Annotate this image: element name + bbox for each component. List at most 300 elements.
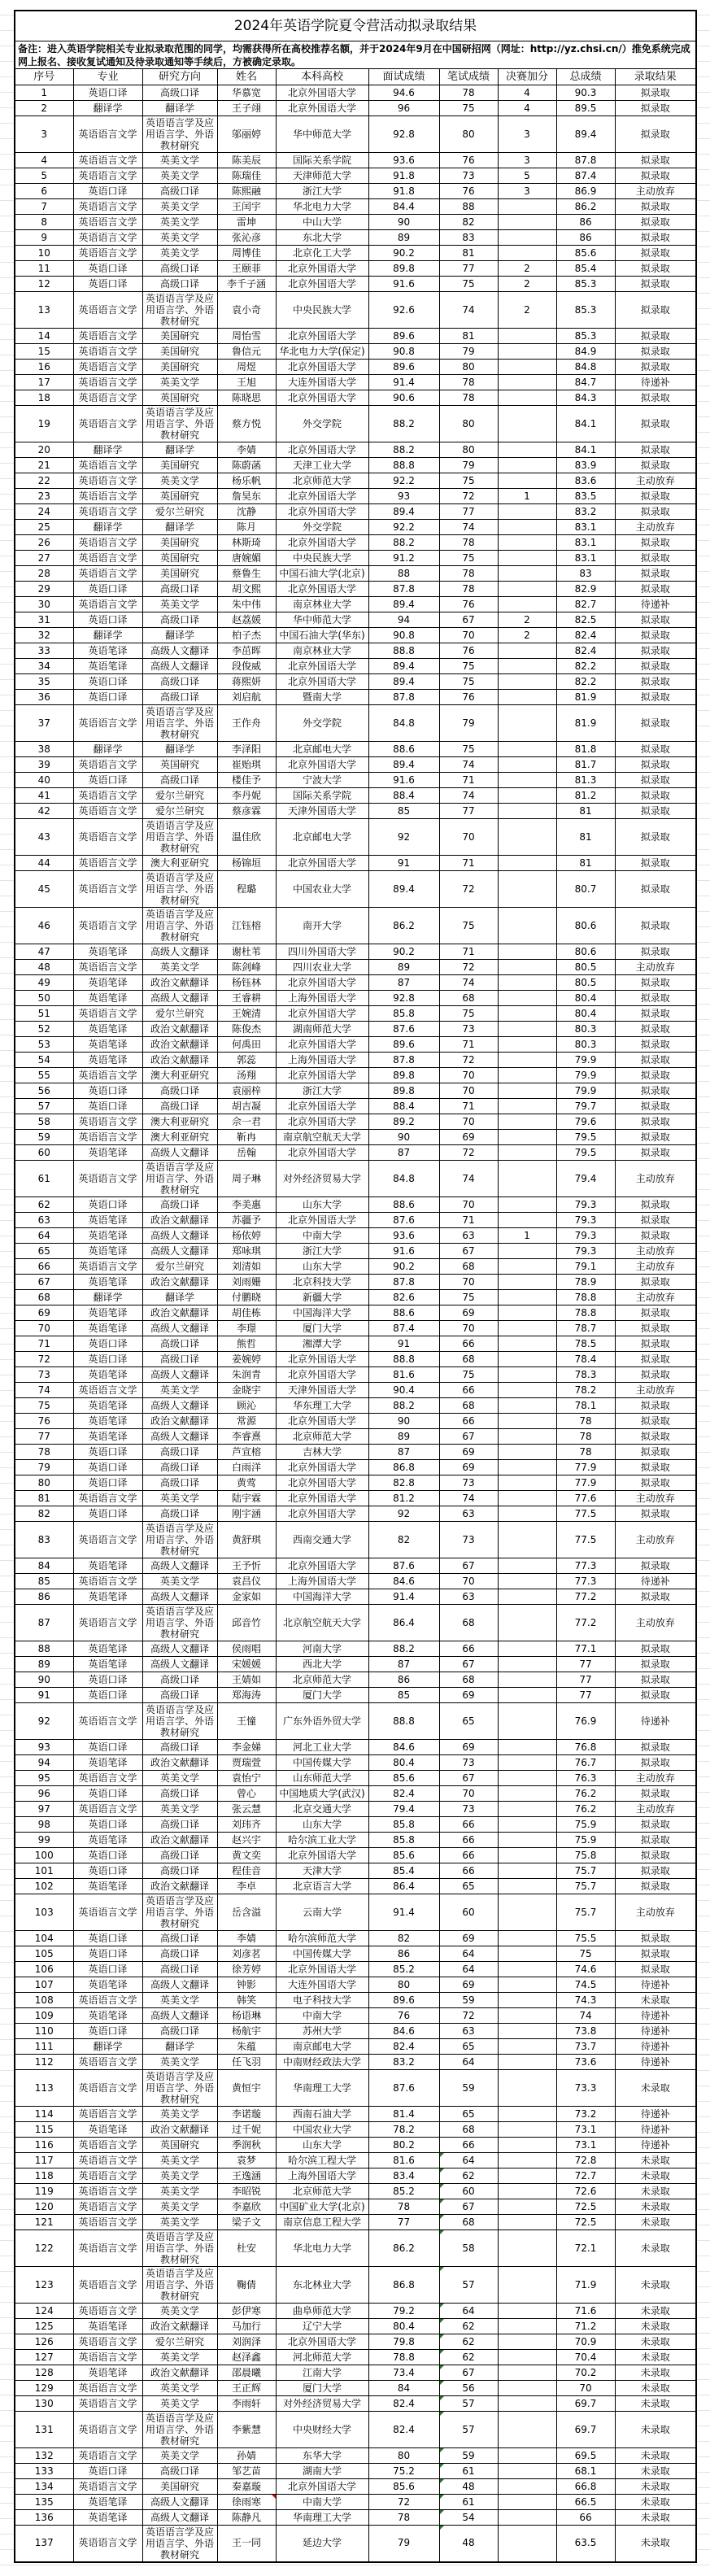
cell-written-score[interactable]: 78	[439, 390, 498, 406]
cell-major[interactable]: 英语语言文学	[73, 2381, 142, 2396]
cell-major[interactable]: 英语口译	[73, 1083, 142, 1099]
cell-direction[interactable]: 英美文学	[142, 153, 217, 168]
cell-school[interactable]: 北京外国语大学	[276, 1213, 368, 1228]
cell-seq[interactable]: 132	[15, 2448, 73, 2464]
cell-seq[interactable]: 95	[15, 1771, 73, 1786]
cell-direction[interactable]: 英语语言学及应用语言学、外语教材研究	[142, 1161, 217, 1197]
cell-name[interactable]: 张云慧	[217, 1802, 276, 1817]
cell-result[interactable]: 拟录取	[615, 1817, 696, 1833]
cell-seq[interactable]: 86	[15, 1589, 73, 1605]
cell-total-score[interactable]: 74.3	[556, 1993, 615, 2008]
cell-major[interactable]: 英语语言文学	[73, 1130, 142, 1145]
cell-interview-score[interactable]: 89.2	[368, 1114, 439, 1130]
cell-name[interactable]: 顾沁	[217, 1398, 276, 1414]
cell-school[interactable]: 北京外国语大学	[276, 277, 368, 292]
cell-bonus[interactable]	[498, 215, 556, 230]
cell-total-score[interactable]: 86	[556, 215, 615, 230]
cell-major[interactable]: 英语口译	[73, 773, 142, 788]
cell-bonus[interactable]	[498, 1145, 556, 1161]
cell-direction[interactable]: 高级人文翻译	[142, 1657, 217, 1672]
cell-total-score[interactable]: 89.5	[556, 101, 615, 116]
cell-result[interactable]: 主动放弃	[615, 184, 696, 199]
cell-name[interactable]: 邬丽婷	[217, 116, 276, 153]
cell-major[interactable]: 英语语言文学	[73, 2350, 142, 2365]
cell-interview-score[interactable]: 87.8	[368, 1053, 439, 1068]
cell-interview-score[interactable]: 89.4	[368, 757, 439, 773]
cell-name[interactable]: 鞠倩	[217, 2267, 276, 2304]
cell-written-score[interactable]: 67	[439, 1429, 498, 1445]
cell-bonus[interactable]	[498, 2039, 556, 2055]
cell-result[interactable]: 未录取	[615, 2267, 696, 2304]
cell-school[interactable]: 西南石油大学	[276, 2107, 368, 2122]
cell-direction[interactable]: 爱尔兰研究	[142, 1006, 217, 1022]
cell-result[interactable]: 拟录取	[615, 1688, 696, 1703]
cell-written-score[interactable]: 63	[439, 2024, 498, 2039]
cell-written-score[interactable]: 75	[439, 101, 498, 116]
cell-interview-score[interactable]: 84.8	[368, 705, 439, 742]
cell-school[interactable]: 中央民族大学	[276, 292, 368, 329]
cell-name[interactable]: 崔贻琪	[217, 757, 276, 773]
cell-written-score[interactable]: 67	[439, 2199, 498, 2215]
cell-result[interactable]: 拟录取	[615, 215, 696, 230]
cell-school[interactable]: 北京外国语大学	[276, 2334, 368, 2350]
cell-written-score[interactable]: 75	[439, 551, 498, 566]
cell-written-score[interactable]: 66	[439, 1863, 498, 1879]
cell-direction[interactable]: 高级口译	[142, 690, 217, 705]
cell-name[interactable]: 李婧	[217, 442, 276, 458]
cell-result[interactable]: 待递补	[615, 2024, 696, 2039]
cell-direction[interactable]: 英美文学	[142, 1802, 217, 1817]
cell-direction[interactable]: 英美文学	[142, 230, 217, 246]
cell-result[interactable]: 拟录取	[615, 246, 696, 261]
cell-name[interactable]: 李嘉欣	[217, 2199, 276, 2215]
cell-result[interactable]: 拟录取	[615, 85, 696, 101]
cell-bonus[interactable]	[498, 344, 556, 360]
cell-major[interactable]: 英语语言文学	[73, 375, 142, 390]
cell-direction[interactable]: 英美文学	[142, 2107, 217, 2122]
cell-written-score[interactable]: 67	[439, 2365, 498, 2381]
cell-seq[interactable]: 117	[15, 2153, 73, 2168]
column-header-result[interactable]: 录取结果	[615, 69, 696, 85]
cell-major[interactable]: 英语笔译	[73, 1367, 142, 1383]
cell-bonus[interactable]	[498, 2122, 556, 2138]
cell-major[interactable]: 翻译学	[73, 1290, 142, 1305]
cell-interview-score[interactable]: 88.2	[368, 442, 439, 458]
cell-seq[interactable]: 104	[15, 1931, 73, 1946]
cell-major[interactable]: 英语语言文学	[73, 504, 142, 520]
cell-name[interactable]: 林斯琦	[217, 535, 276, 551]
cell-seq[interactable]: 107	[15, 1977, 73, 1993]
cell-name[interactable]: 江钰榕	[217, 908, 276, 944]
cell-bonus[interactable]	[498, 773, 556, 788]
cell-school[interactable]: 东北林业大学	[276, 2267, 368, 2304]
cell-written-score[interactable]: 64	[439, 2055, 498, 2070]
cell-total-score[interactable]: 76.2	[556, 1786, 615, 1802]
cell-seq[interactable]: 22	[15, 473, 73, 489]
cell-seq[interactable]: 83	[15, 1522, 73, 1558]
cell-total-score[interactable]: 74.5	[556, 1977, 615, 1993]
cell-seq[interactable]: 108	[15, 1993, 73, 2008]
cell-major[interactable]: 英语口译	[73, 85, 142, 101]
cell-school[interactable]: 暨南大学	[276, 690, 368, 705]
cell-total-score[interactable]: 77	[556, 1688, 615, 1703]
cell-name[interactable]: 袁梦	[217, 2153, 276, 2168]
cell-direction[interactable]: 英语语言学及应用语言学、外语教材研究	[142, 908, 217, 944]
cell-school[interactable]: 华中师范大学	[276, 612, 368, 628]
cell-bonus[interactable]	[498, 1977, 556, 1993]
cell-bonus[interactable]	[498, 1848, 556, 1863]
cell-major[interactable]: 英语笔译	[73, 1755, 142, 1771]
cell-interview-score[interactable]: 85	[368, 1688, 439, 1703]
cell-result[interactable]: 未录取	[615, 2319, 696, 2334]
cell-name[interactable]: 郭蕊	[217, 1053, 276, 1068]
cell-bonus[interactable]	[498, 1703, 556, 1740]
cell-seq[interactable]: 118	[15, 2168, 73, 2184]
cell-written-score[interactable]: 73	[439, 1475, 498, 1491]
cell-name[interactable]: 朱中伟	[217, 597, 276, 612]
cell-seq[interactable]: 23	[15, 489, 73, 504]
cell-written-score[interactable]: 74	[439, 975, 498, 991]
cell-interview-score[interactable]: 93	[368, 489, 439, 504]
cell-name[interactable]: 陈静凡	[217, 2510, 276, 2526]
cell-name[interactable]: 李卓	[217, 1879, 276, 1894]
cell-name[interactable]: 李泽阳	[217, 742, 276, 757]
cell-major[interactable]: 英语口译	[73, 2024, 142, 2039]
cell-seq[interactable]: 61	[15, 1161, 73, 1197]
cell-school[interactable]: 北京外国语大学	[276, 856, 368, 871]
cell-interview-score[interactable]: 88.8	[368, 1352, 439, 1367]
cell-total-score[interactable]: 82.4	[556, 628, 615, 643]
cell-result[interactable]: 拟录取	[615, 1099, 696, 1114]
cell-interview-score[interactable]: 94.6	[368, 85, 439, 101]
cell-result[interactable]: 拟录取	[615, 1833, 696, 1848]
cell-major[interactable]: 英语口译	[73, 1740, 142, 1755]
cell-result[interactable]: 待递补	[615, 1574, 696, 1589]
cell-major[interactable]: 英语语言文学	[73, 406, 142, 442]
cell-school[interactable]: 中国海洋大学	[276, 1589, 368, 1605]
cell-name[interactable]: 刘清如	[217, 1259, 276, 1275]
cell-written-score[interactable]: 61	[439, 2464, 498, 2479]
cell-result[interactable]: 拟录取	[615, 975, 696, 991]
cell-written-score[interactable]: 75	[439, 659, 498, 674]
cell-bonus[interactable]	[498, 1213, 556, 1228]
cell-school[interactable]: 哈尔滨师范大学	[276, 1931, 368, 1946]
cell-seq[interactable]: 103	[15, 1894, 73, 1931]
cell-interview-score[interactable]: 80	[368, 1977, 439, 1993]
cell-direction[interactable]: 高级人文翻译	[142, 643, 217, 659]
cell-bonus[interactable]	[498, 1755, 556, 1771]
cell-result[interactable]: 拟录取	[615, 819, 696, 856]
cell-school[interactable]: 中南财经政法大学	[276, 2055, 368, 2070]
cell-seq[interactable]: 112	[15, 2055, 73, 2070]
cell-name[interactable]: 沈静	[217, 504, 276, 520]
cell-school[interactable]: 山东师范大学	[276, 1771, 368, 1786]
cell-name[interactable]: 韩笑	[217, 1993, 276, 2008]
cell-interview-score[interactable]: 79	[368, 2526, 439, 2562]
cell-interview-score[interactable]: 80.4	[368, 1755, 439, 1771]
cell-school[interactable]: 中南大学	[276, 2495, 368, 2510]
cell-written-score[interactable]: 74	[439, 1491, 498, 1506]
cell-name[interactable]: 柏子杰	[217, 628, 276, 643]
cell-total-score[interactable]: 79.3	[556, 1244, 615, 1259]
cell-direction[interactable]: 英语语言学及应用语言学、外语教材研究	[142, 292, 217, 329]
cell-total-score[interactable]: 77	[556, 1657, 615, 1672]
cell-name[interactable]: 李千子涵	[217, 277, 276, 292]
cell-interview-score[interactable]: 87.8	[368, 690, 439, 705]
cell-school[interactable]: 中央财经大学	[276, 2412, 368, 2448]
cell-major[interactable]: 英语语言文学	[73, 2412, 142, 2448]
cell-school[interactable]: 天津外国语大学	[276, 1383, 368, 1398]
cell-name[interactable]: 杨钰林	[217, 975, 276, 991]
cell-result[interactable]: 待递补	[615, 2122, 696, 2138]
cell-total-score[interactable]: 72.5	[556, 2199, 615, 2215]
cell-result[interactable]: 拟录取	[615, 1321, 696, 1336]
cell-seq[interactable]: 13	[15, 292, 73, 329]
cell-written-score[interactable]: 66	[439, 1833, 498, 1848]
cell-interview-score[interactable]: 81.6	[368, 2153, 439, 2168]
cell-written-score[interactable]: 67	[439, 1558, 498, 1574]
cell-total-score[interactable]: 66.8	[556, 2479, 615, 2495]
cell-result[interactable]: 待递补	[615, 1977, 696, 1993]
cell-result[interactable]: 未录取	[615, 2510, 696, 2526]
cell-bonus[interactable]	[498, 975, 556, 991]
cell-written-score[interactable]: 68	[439, 1352, 498, 1367]
cell-seq[interactable]: 121	[15, 2215, 73, 2230]
cell-result[interactable]: 主动放弃	[615, 520, 696, 535]
cell-written-score[interactable]: 62	[439, 2319, 498, 2334]
cell-school[interactable]: 河北师范大学	[276, 2350, 368, 2365]
cell-written-score[interactable]: 72	[439, 489, 498, 504]
cell-written-score[interactable]: 76	[439, 184, 498, 199]
cell-bonus[interactable]	[498, 1491, 556, 1506]
cell-major[interactable]: 英语语言文学	[73, 960, 142, 975]
cell-result[interactable]: 拟录取	[615, 1228, 696, 1244]
cell-direction[interactable]: 高级口译	[142, 1672, 217, 1688]
cell-name[interactable]: 白雨洋	[217, 1460, 276, 1475]
cell-seq[interactable]: 133	[15, 2464, 73, 2479]
cell-written-score[interactable]: 79	[439, 705, 498, 742]
cell-written-score[interactable]: 70	[439, 628, 498, 643]
cell-major[interactable]: 英语口译	[73, 1863, 142, 1879]
cell-total-score[interactable]: 74.6	[556, 1962, 615, 1977]
cell-major[interactable]: 英语笔译	[73, 1833, 142, 1848]
cell-result[interactable]: 主动放弃	[615, 1605, 696, 1641]
cell-result[interactable]: 拟录取	[615, 535, 696, 551]
cell-school[interactable]: 华北电力大学(保定)	[276, 344, 368, 360]
cell-bonus[interactable]: 2	[498, 628, 556, 643]
cell-result[interactable]: 拟录取	[615, 489, 696, 504]
cell-written-score[interactable]: 63	[439, 1589, 498, 1605]
cell-seq[interactable]: 53	[15, 1037, 73, 1053]
cell-seq[interactable]: 98	[15, 1817, 73, 1833]
cell-bonus[interactable]	[498, 520, 556, 535]
cell-name[interactable]: 周煜	[217, 360, 276, 375]
cell-name[interactable]: 陈瑞佳	[217, 168, 276, 184]
cell-result[interactable]: 未录取	[615, 2381, 696, 2396]
cell-written-score[interactable]: 61	[439, 2495, 498, 2510]
cell-school[interactable]: 北京外国语大学	[276, 360, 368, 375]
cell-written-score[interactable]: 76	[439, 690, 498, 705]
cell-total-score[interactable]: 79.3	[556, 1213, 615, 1228]
cell-seq[interactable]: 124	[15, 2304, 73, 2319]
cell-name[interactable]: 陈晓思	[217, 390, 276, 406]
cell-bonus[interactable]	[498, 742, 556, 757]
cell-school[interactable]: 北京外国语大学	[276, 1558, 368, 1574]
cell-total-score[interactable]: 78	[556, 1429, 615, 1445]
cell-direction[interactable]: 英美文学	[142, 199, 217, 215]
cell-name[interactable]: 刘雨姗	[217, 1275, 276, 1290]
cell-total-score[interactable]: 76.9	[556, 1703, 615, 1740]
cell-bonus[interactable]: 1	[498, 489, 556, 504]
cell-school[interactable]: 北京外国语大学	[276, 504, 368, 520]
cell-result[interactable]: 拟录取	[615, 643, 696, 659]
cell-result[interactable]: 拟录取	[615, 690, 696, 705]
cell-seq[interactable]: 39	[15, 757, 73, 773]
cell-name[interactable]: 袁怡宁	[217, 1771, 276, 1786]
cell-result[interactable]: 拟录取	[615, 705, 696, 742]
cell-name[interactable]: 楼佳予	[217, 773, 276, 788]
cell-major[interactable]: 英语口译	[73, 1445, 142, 1460]
cell-result[interactable]: 待递补	[615, 2138, 696, 2153]
cell-total-score[interactable]: 81.9	[556, 690, 615, 705]
cell-total-score[interactable]: 77.9	[556, 1460, 615, 1475]
cell-result[interactable]: 未录取	[615, 2153, 696, 2168]
cell-major[interactable]: 英语语言文学	[73, 292, 142, 329]
cell-written-score[interactable]: 71	[439, 773, 498, 788]
cell-seq[interactable]: 76	[15, 1414, 73, 1429]
cell-written-score[interactable]: 83	[439, 230, 498, 246]
cell-bonus[interactable]	[498, 690, 556, 705]
cell-seq[interactable]: 91	[15, 1688, 73, 1703]
cell-seq[interactable]: 100	[15, 1848, 73, 1863]
cell-bonus[interactable]	[498, 597, 556, 612]
cell-seq[interactable]: 58	[15, 1114, 73, 1130]
cell-total-score[interactable]: 73.1	[556, 2138, 615, 2153]
cell-written-score[interactable]: 88	[439, 199, 498, 215]
cell-name[interactable]: 程璐	[217, 871, 276, 908]
cell-major[interactable]: 英语语言文学	[73, 705, 142, 742]
cell-bonus[interactable]: 1	[498, 1228, 556, 1244]
cell-total-score[interactable]: 66	[556, 2510, 615, 2526]
cell-seq[interactable]: 71	[15, 1336, 73, 1352]
cell-bonus[interactable]: 2	[498, 277, 556, 292]
cell-name[interactable]: 张沁彦	[217, 230, 276, 246]
cell-direction[interactable]: 英美文学	[142, 473, 217, 489]
cell-name[interactable]: 徐芳婷	[217, 1962, 276, 1977]
cell-name[interactable]: 陈月	[217, 520, 276, 535]
cell-total-score[interactable]: 72.5	[556, 2215, 615, 2230]
cell-direction[interactable]: 英美文学	[142, 1491, 217, 1506]
cell-total-score[interactable]: 80.3	[556, 1022, 615, 1037]
cell-seq[interactable]: 57	[15, 1099, 73, 1114]
cell-school[interactable]: 北京语言大学	[276, 1879, 368, 1894]
cell-seq[interactable]: 101	[15, 1863, 73, 1879]
cell-interview-score[interactable]: 92.8	[368, 116, 439, 153]
cell-name[interactable]: 刘润泽	[217, 2334, 276, 2350]
cell-bonus[interactable]	[498, 2107, 556, 2122]
cell-bonus[interactable]	[498, 1879, 556, 1894]
cell-seq[interactable]: 110	[15, 2024, 73, 2039]
cell-bonus[interactable]	[498, 551, 556, 566]
cell-total-score[interactable]: 84.7	[556, 375, 615, 390]
cell-bonus[interactable]: 4	[498, 101, 556, 116]
cell-major[interactable]: 英语笔译	[73, 1429, 142, 1445]
cell-direction[interactable]: 高级口译	[142, 674, 217, 690]
cell-major[interactable]: 英语口译	[73, 690, 142, 705]
cell-major[interactable]: 英语口译	[73, 277, 142, 292]
cell-name[interactable]: 杨依婷	[217, 1228, 276, 1244]
cell-written-score[interactable]: 80	[439, 116, 498, 153]
cell-school[interactable]: 北京外国语大学	[276, 1491, 368, 1506]
cell-written-score[interactable]: 69	[439, 1740, 498, 1755]
cell-major[interactable]: 英语笔译	[73, 2365, 142, 2381]
cell-seq[interactable]: 43	[15, 819, 73, 856]
cell-bonus[interactable]	[498, 2138, 556, 2153]
cell-bonus[interactable]	[498, 2495, 556, 2510]
cell-result[interactable]: 主动放弃	[615, 1161, 696, 1197]
cell-total-score[interactable]: 80.4	[556, 991, 615, 1006]
cell-result[interactable]: 拟录取	[615, 1053, 696, 1068]
cell-written-score[interactable]: 80	[439, 360, 498, 375]
cell-direction[interactable]: 英语语言学及应用语言学、外语教材研究	[142, 2526, 217, 2562]
cell-school[interactable]: 四川农业大学	[276, 960, 368, 975]
cell-school[interactable]: 山东大学	[276, 2138, 368, 2153]
cell-seq[interactable]: 64	[15, 1228, 73, 1244]
cell-major[interactable]: 英语口译	[73, 1506, 142, 1522]
cell-major[interactable]: 英语笔译	[73, 1657, 142, 1672]
cell-direction[interactable]: 英美文学	[142, 2055, 217, 2070]
cell-result[interactable]: 拟录取	[615, 659, 696, 674]
cell-name[interactable]: 胡文熙	[217, 582, 276, 597]
cell-direction[interactable]: 美国研究	[142, 535, 217, 551]
cell-name[interactable]: 邵晨曦	[217, 2365, 276, 2381]
column-header-name[interactable]: 姓名	[217, 69, 276, 85]
cell-seq[interactable]: 30	[15, 597, 73, 612]
cell-seq[interactable]: 116	[15, 2138, 73, 2153]
cell-seq[interactable]: 9	[15, 230, 73, 246]
cell-seq[interactable]: 66	[15, 1259, 73, 1275]
cell-school[interactable]: 河北工业大学	[276, 1740, 368, 1755]
cell-seq[interactable]: 102	[15, 1879, 73, 1894]
cell-interview-score[interactable]: 84.6	[368, 1574, 439, 1589]
cell-bonus[interactable]	[498, 1771, 556, 1786]
cell-direction[interactable]: 美国研究	[142, 360, 217, 375]
cell-total-score[interactable]: 83	[556, 566, 615, 582]
cell-direction[interactable]: 英语语言学及应用语言学、外语教材研究	[142, 819, 217, 856]
cell-total-score[interactable]: 79.9	[556, 1083, 615, 1099]
cell-name[interactable]: 季润秋	[217, 2138, 276, 2153]
cell-result[interactable]: 拟录取	[615, 344, 696, 360]
cell-direction[interactable]: 英美文学	[142, 375, 217, 390]
cell-interview-score[interactable]: 88.8	[368, 643, 439, 659]
cell-seq[interactable]: 77	[15, 1429, 73, 1445]
cell-interview-score[interactable]: 88.4	[368, 1099, 439, 1114]
cell-name[interactable]: 刘玮齐	[217, 1817, 276, 1833]
cell-major[interactable]: 英语笔译	[73, 1228, 142, 1244]
cell-interview-score[interactable]: 82.4	[368, 2396, 439, 2412]
cell-bonus[interactable]	[498, 1367, 556, 1383]
cell-total-score[interactable]: 78.3	[556, 1367, 615, 1383]
cell-total-score[interactable]: 73.7	[556, 2039, 615, 2055]
cell-written-score[interactable]: 58	[439, 2230, 498, 2267]
cell-written-score[interactable]: 69	[439, 1688, 498, 1703]
cell-seq[interactable]: 115	[15, 2122, 73, 2138]
cell-written-score[interactable]: 82	[439, 215, 498, 230]
cell-written-score[interactable]: 80	[439, 442, 498, 458]
cell-school[interactable]: 北京外国语大学	[276, 1352, 368, 1367]
cell-school[interactable]: 宁波大学	[276, 773, 368, 788]
cell-direction[interactable]: 高级人文翻译	[142, 1398, 217, 1414]
